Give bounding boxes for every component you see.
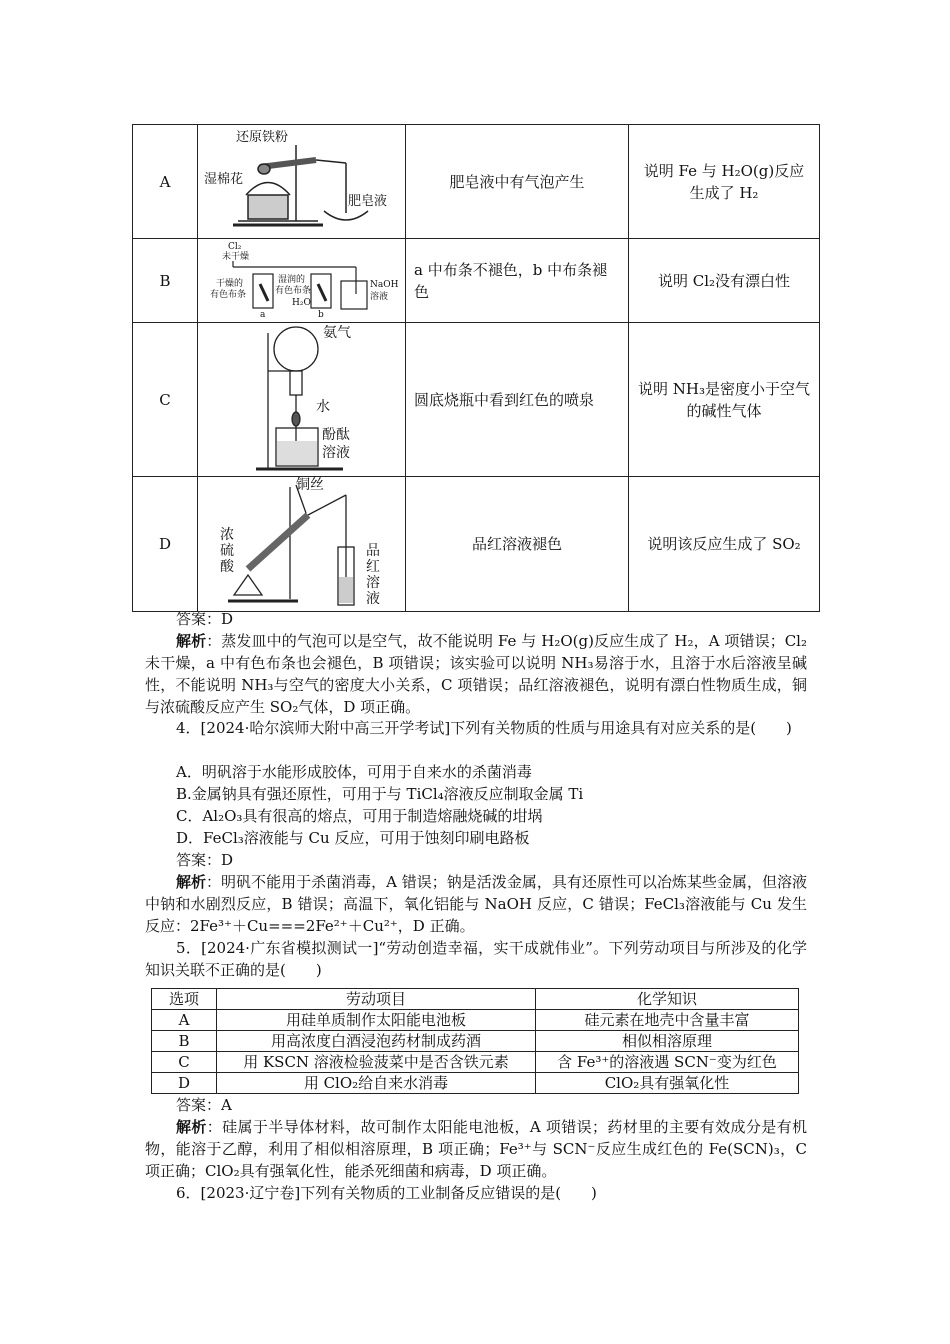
apparatus-label: 未干燥 (222, 252, 250, 262)
answer: 答案：D (176, 610, 234, 628)
option-cell: C (133, 323, 198, 477)
column-header: 选项 (152, 989, 217, 1010)
apparatus-label: 氨气 (323, 325, 351, 341)
apparatus-label: a (260, 310, 266, 320)
table-row (152, 1031, 799, 1052)
apparatus-label: Cl₂ (228, 242, 242, 252)
experiment-table (132, 124, 820, 612)
analysis-label: 解析 (176, 873, 207, 891)
apparatus-label: 有色布条 (275, 286, 312, 296)
apparatus-label: H₂O (292, 298, 311, 308)
table-cell: 用 KSCN 溶液检验菠菜中是否含铁元素 (217, 1052, 536, 1073)
analysis-paragraph (145, 871, 807, 937)
apparatus-label: 酸 (220, 559, 234, 575)
question-4-stem: 4．[2024·哈尔滨师大附中高三开学考试]下列有关物质的性质与用途具有对应关系的是( ) (176, 719, 792, 737)
answer: 答案：A (176, 1096, 232, 1114)
table-row (133, 125, 820, 239)
analysis-text: ：硅属于半导体材料，故可制作太阳能电池板，A 项错误；药材里的主要有效成分是有机物，能溶于乙醇，利用了相似相溶原理，B 项正确；Fe³⁺与 SCN⁻反应生成红色的 Fe(SCN)₃，C 项正确；ClO₂具有强氧化性，能杀死细菌和病毒，D 项正确。 (145, 1118, 807, 1180)
question-stem (145, 937, 807, 981)
apparatus-label: 酚酞 (322, 427, 350, 443)
analysis-paragraph (145, 630, 807, 718)
table-cell: 用高浓度白酒浸泡药材制成药酒 (217, 1031, 536, 1052)
question-6-stem: 6．[2023·辽宁卷]下列有关物质的工业制备反应错误的是( ) (176, 1184, 597, 1202)
table-row (152, 1052, 799, 1073)
table-cell: 硅元素在地壳中含量丰富 (536, 1010, 799, 1031)
apparatus-label: 液 (366, 591, 380, 607)
option-cell: D (133, 477, 198, 612)
option-cell: B (133, 239, 198, 323)
apparatus-label: 溶液 (322, 445, 350, 461)
table-cell: 含 Fe³⁺的溶液遇 SCN⁻变为红色 (536, 1052, 799, 1073)
apparatus-image-b (198, 239, 406, 323)
table-row (133, 323, 820, 477)
table-row (133, 239, 820, 323)
apparatus-label: 有色布条 (210, 290, 247, 300)
conclusion-cell: 说明 Fe 与 H₂O(g)反应生成了 H₂ (629, 125, 820, 239)
table-cell: D (152, 1073, 217, 1094)
analysis-label: 解析 (176, 632, 207, 650)
conclusion-cell: 说明该反应生成了 SO₂ (629, 477, 820, 612)
analysis-text: ：明矾不能用于杀菌消毒，A 错误；钠是活泼金属，具有还原性可以冶炼某些金属，但溶液中钠和水剧烈反应，B 错误；高温下，氧化铝能与 NaOH 反应，C 错误；FeCl₃溶液能与 Cu 发生反应：2Fe³⁺＋Cu===2Fe²⁺＋Cu²⁺，D 正确。 (145, 873, 807, 935)
question-stem (145, 1182, 807, 1204)
apparatus-label: 干燥的 (216, 279, 244, 289)
apparatus-label: b (318, 310, 324, 320)
apparatus-image-c (198, 323, 406, 477)
apparatus-image-d (198, 477, 406, 612)
conclusion-cell: 说明 NH₃是密度小于空气的碱性气体 (629, 323, 820, 477)
table-cell: B (152, 1031, 217, 1052)
phenomenon-cell: 圆底烧瓶中看到红色的喷泉 (406, 323, 629, 477)
question-5-stem: 5．[2024·广东省模拟测试一]“劳动创造幸福，实干成就伟业”。下列劳动项目与所涉及的化学知识关联不正确的是( ) (145, 939, 807, 979)
phenomenon-cell: a 中布条不褪色，b 中布条褪色 (406, 239, 629, 323)
apparatus-label: 湿润的 (278, 275, 306, 285)
column-header: 劳动项目 (217, 989, 536, 1010)
apparatus-label: 溶液 (370, 292, 389, 302)
analysis-label: 解析 (176, 1118, 207, 1136)
table-cell: 用 ClO₂给自来水消毒 (217, 1073, 536, 1094)
apparatus-label: 湿棉花 (204, 172, 244, 187)
table-cell: 相似相溶原理 (536, 1031, 799, 1052)
apparatus-label: 红 (366, 559, 380, 575)
apparatus-image-a (198, 125, 406, 239)
apparatus-label: NaOH (370, 280, 399, 290)
option-a: A．明矾溶于水能形成胶体，可用于自来水的杀菌消毒 (176, 763, 532, 781)
question-stem (145, 717, 807, 739)
table-cell: C (152, 1052, 217, 1073)
analysis-paragraph (145, 1116, 807, 1182)
apparatus-label: 还原铁粉 (236, 130, 289, 145)
labor-table (151, 988, 799, 1094)
phenomenon-cell: 品红溶液褪色 (406, 477, 629, 612)
apparatus-label: 硫 (220, 543, 234, 559)
apparatus-label: 浓 (220, 527, 234, 543)
column-header: 化学知识 (536, 989, 799, 1010)
table-cell: 用硅单质制作太阳能电池板 (217, 1010, 536, 1031)
table-cell: ClO₂具有强氧化性 (536, 1073, 799, 1094)
apparatus-label: 水 (316, 399, 330, 415)
table-row (152, 1010, 799, 1031)
apparatus-label: 铜丝 (296, 477, 324, 493)
conclusion-cell: 说明 Cl₂没有漂白性 (629, 239, 820, 323)
option-c: C．Al₂O₃具有很高的熔点，可用于制造熔融烧碱的坩埚 (176, 807, 543, 825)
option-d: D．FeCl₃溶液能与 Cu 反应，可用于蚀刻印刷电路板 (176, 829, 530, 847)
table-header-row (152, 989, 799, 1010)
table-cell: A (152, 1010, 217, 1031)
analysis-text: ：蒸发皿中的气泡可以是空气，故不能说明 Fe 与 H₂O(g)反应生成了 H₂，A 项错误；Cl₂未干燥，a 中有色布条也会褪色，B 项错误；该实验可以说明 NH₃易溶于水，且溶于水后溶液呈碱性，不能说明 NH₃与空气的密度大小关系，C 项错误；品红溶液褪色，说明有漂白性物质生成，铜与浓硫酸反应产生 SO₂气体，D 项正确。 (145, 632, 807, 716)
apparatus-label: 溶 (366, 575, 380, 591)
apparatus-label: 品 (366, 543, 380, 559)
apparatus-label: 肥皂液 (348, 194, 388, 209)
phenomenon-cell: 肥皂液中有气泡产生 (406, 125, 629, 239)
answer: 答案：D (176, 851, 234, 869)
table-row (133, 477, 820, 612)
table-row (152, 1073, 799, 1094)
option-cell: A (133, 125, 198, 239)
option-b: B.金属钠具有强还原性，可用于与 TiCl₄溶液反应制取金属 Ti (176, 785, 584, 803)
